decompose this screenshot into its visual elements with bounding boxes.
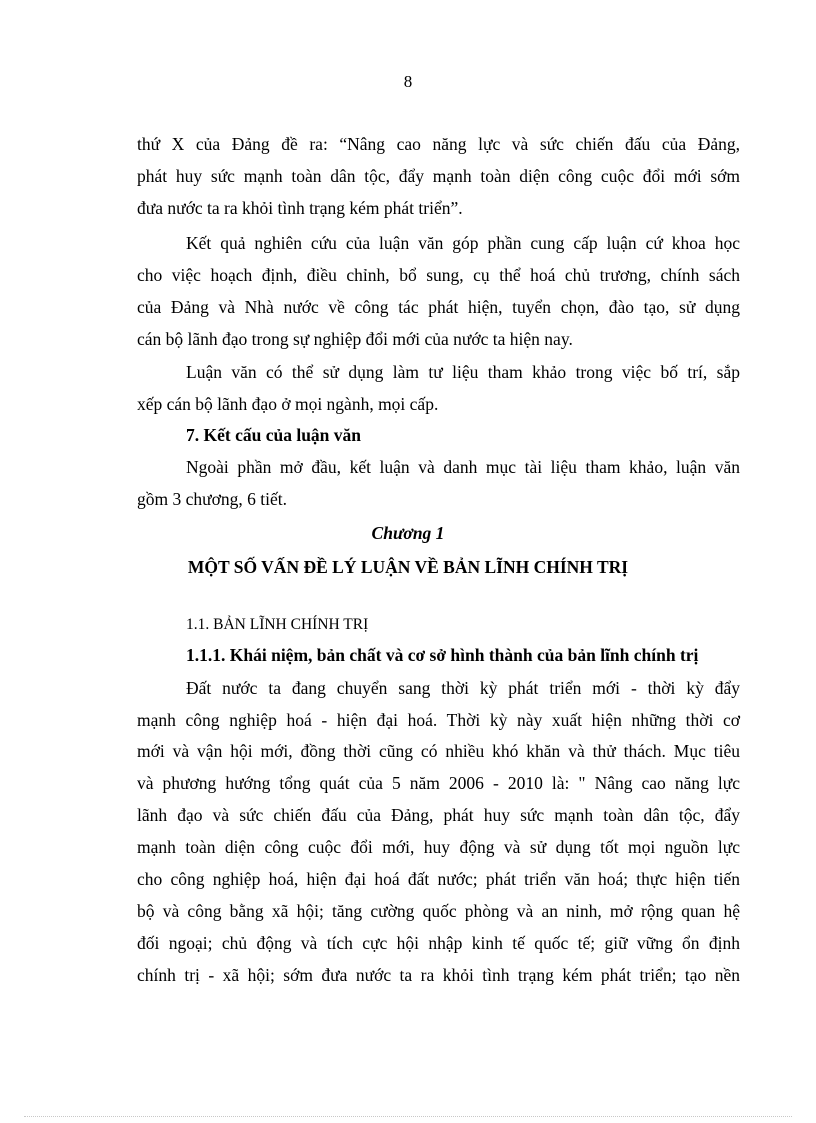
body-line: mạnh toàn diện công cuộc đổi mới, huy động và sử dụng tốt mọi nguồn lực [137, 837, 740, 857]
body-line: thứ X của Đảng đề ra: “Nâng cao năng lực và sức chiến đấu của Đảng, [137, 134, 740, 154]
body-line: bộ và công bằng xã hội; tăng cường quốc phòng và an ninh, mở rộng quan hệ [137, 901, 740, 921]
body-line: phát huy sức mạnh toàn dân tộc, đẩy mạnh toàn diện công cuộc đổi mới sớm [137, 166, 740, 186]
body-line: cho công nghiệp hoá, hiện đại hoá đất nước; phát triển văn hoá; thực hiện tiến [137, 869, 740, 889]
body-line: gồm 3 chương, 6 tiết. [137, 489, 287, 509]
body-line: Đất nước ta đang chuyển sang thời kỳ phát triển mới - thời kỳ đẩy [186, 678, 740, 698]
body-line: của Đảng và Nhà nước về công tác phát hiện, tuyển chọn, đào tạo, sử dụng [137, 297, 740, 317]
page-bottom-rule [24, 1116, 792, 1117]
subsubsection-heading: 1.1.1. Khái niệm, bản chất và cơ sở hình thành của bản lĩnh chính trị [186, 645, 699, 665]
body-line: Ngoài phần mở đầu, kết luận và danh mục tài liệu tham khảo, luận văn [186, 457, 740, 477]
body-line: Luận văn có thể sử dụng làm tư liệu tham khảo trong việc bố trí, sắp [186, 362, 740, 382]
chapter-title: MỘT SỐ VẤN ĐỀ LÝ LUẬN VỀ BẢN LĨNH CHÍNH TRỊ [187, 557, 629, 577]
body-line: chính trị - xã hội; sớm đưa nước ta ra khỏi tình trạng kém phát triển; tạo nền [137, 965, 740, 985]
body-line: mạnh công nghiệp hoá - hiện đại hoá. Thời kỳ này xuất hiện những thời cơ [137, 710, 740, 730]
body-line: lãnh đạo và sức chiến đấu của Đảng, phát huy sức mạnh toàn dân tộc, đẩy [137, 805, 740, 825]
body-line: cán bộ lãnh đạo trong sự nghiệp đổi mới của nước ta hiện nay. [137, 329, 573, 349]
body-line: Kết quả nghiên cứu của luận văn góp phần cung cấp luận cứ khoa học [186, 233, 740, 253]
body-line: cho việc hoạch định, điều chỉnh, bổ sung, cụ thể hoá chủ trương, chính sách [137, 265, 740, 285]
subsection-heading: 1.1. BẢN LĨNH CHÍNH TRỊ [186, 616, 369, 633]
page-number: 8 [403, 72, 413, 91]
section-heading: 7. Kết cấu của luận văn [186, 425, 362, 445]
body-line: xếp cán bộ lãnh đạo ở mọi ngành, mọi cấp. [137, 394, 439, 414]
chapter-label: Chương 1 [371, 523, 445, 543]
body-line: và phương hướng tổng quát của 5 năm 2006 - 2010 là: " Nâng cao năng lực [137, 773, 740, 793]
body-line: đối ngoại; chủ động và tích cực hội nhập kinh tế quốc tế; giữ vững ổn định [137, 933, 740, 953]
body-line: đưa nước ta ra khỏi tình trạng kém phát triển”. [137, 198, 463, 218]
body-line: mới và vận hội mới, đồng thời cũng có nhiều khó khăn và thử thách. Mục tiêu [137, 741, 740, 761]
